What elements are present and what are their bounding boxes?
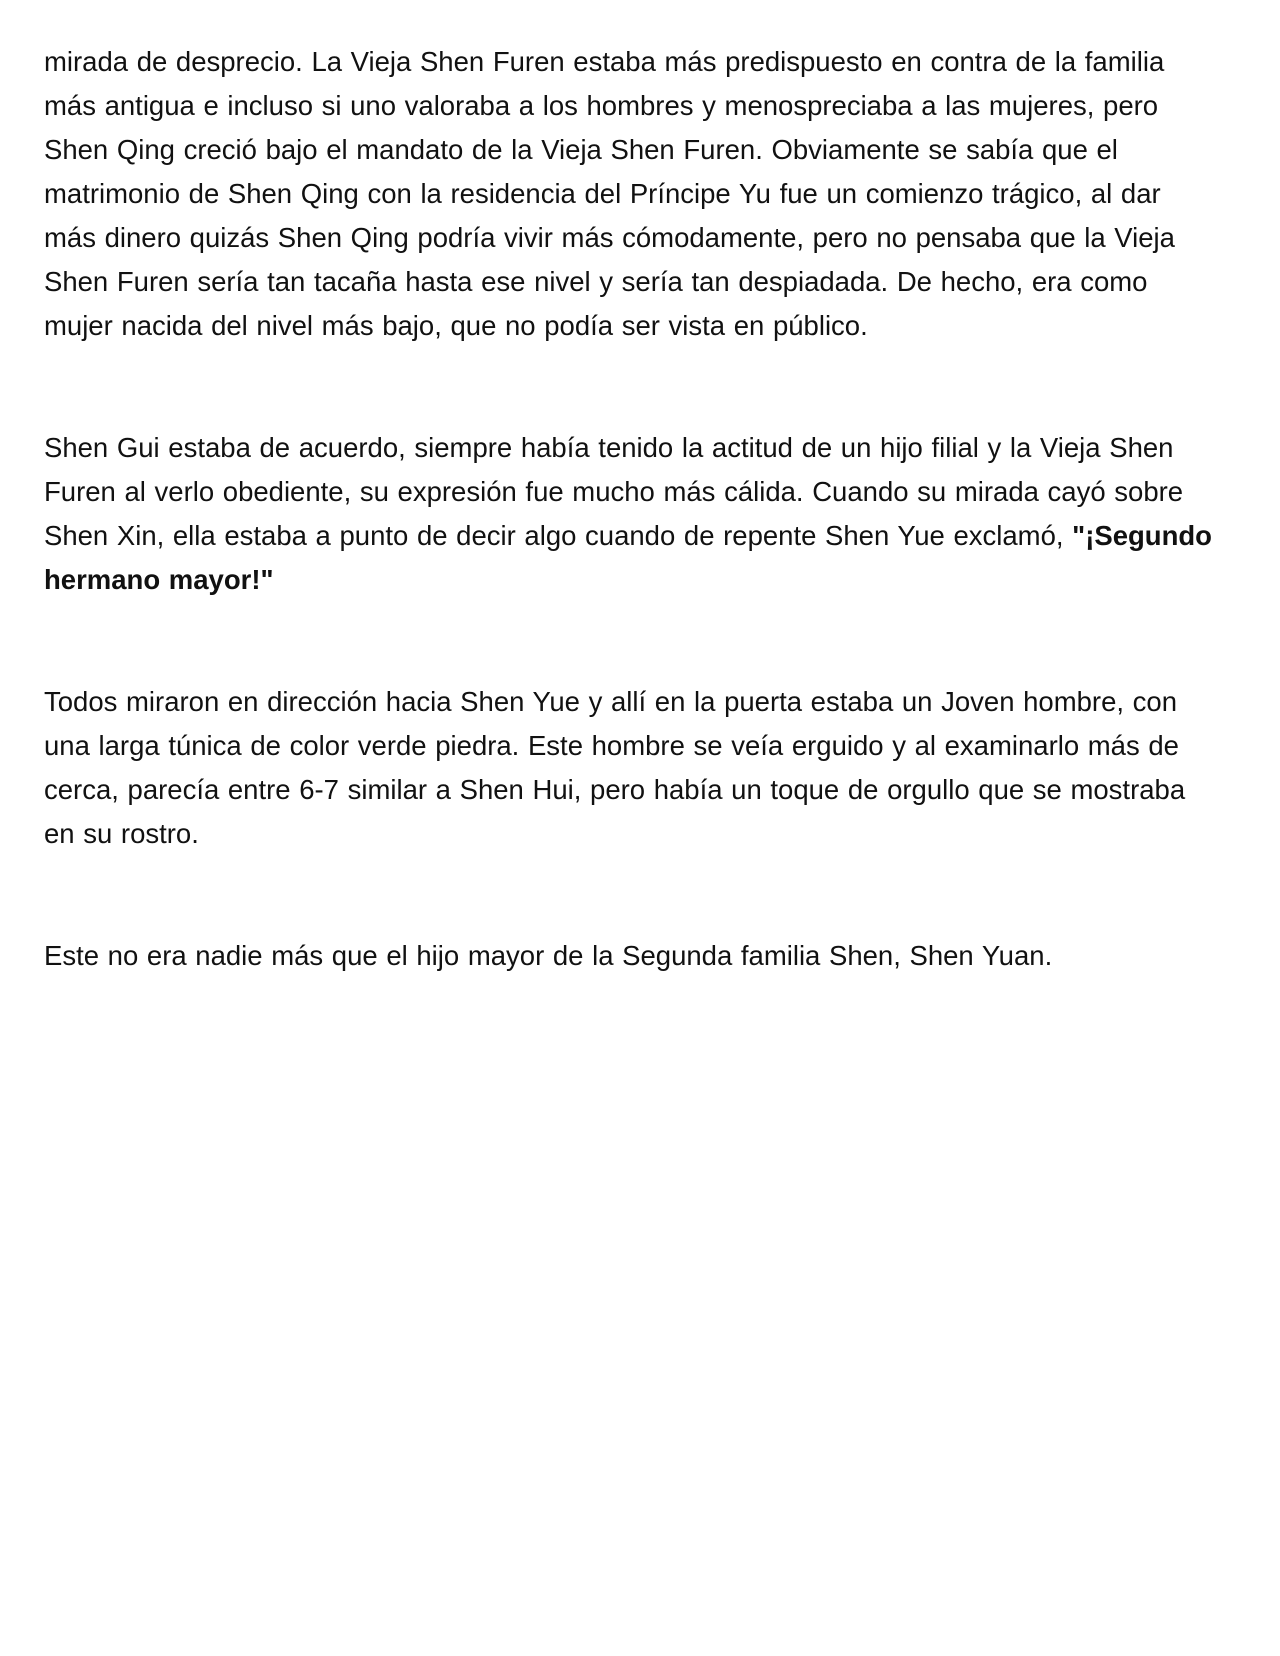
paragraph-3-text: Todos miraron en dirección hacia Shen Yue y allí en la puerta estaba un Joven hombre, con una larga túnica de color verde piedra. Este hombre se veía erguido y al examinarlo más de cerca, parecía entre 6-7 similar a Shen Hui, pero había un toque de orgullo que se mostraba en su rostro. [44, 686, 1186, 849]
paragraph-1-text: mirada de desprecio. La Vieja Shen Furen estaba más predispuesto en contra de la familia más antigua e incluso si uno valoraba a los hombres y menospreciaba a las mujeres, pero Shen Qing creció bajo el mandato de la Vieja Shen Furen. Obviamente se sabía que el matrimonio de Shen Qing con la residencia del Príncipe Yu fue un comienzo trágico, al dar más dinero quizás Shen Qing podría vivir más cómodamente, pero no pensaba que la Vieja Shen Furen sería tan tacaña hasta ese nivel y sería tan despiadada. De hecho, era como mujer nacida del nivel más bajo, que no podía ser vista en público. [44, 46, 1175, 341]
paragraph-4-text: Este no era nadie más que el hijo mayor de la Segunda familia Shen, Shen Yuan. [44, 940, 1053, 971]
paragraph-2-text: Shen Gui estaba de acuerdo, siempre había tenido la actitud de un hijo filial y la Vieja Shen Furen al verlo obediente, su expresión fue mucho más cálida. Cuando su mirada cayó sobre Shen Xin, ella estaba a punto de decir algo cuando de repente Shen Yue exclamó, [44, 432, 1184, 551]
paragraph-2 [44, 426, 1220, 602]
paragraph-2-exclamation: "¡Segundo hermano mayor!" [44, 520, 1212, 595]
paragraph-3 [44, 680, 1220, 856]
paragraph-1 [44, 40, 1220, 348]
paragraph-4 [44, 934, 1220, 978]
